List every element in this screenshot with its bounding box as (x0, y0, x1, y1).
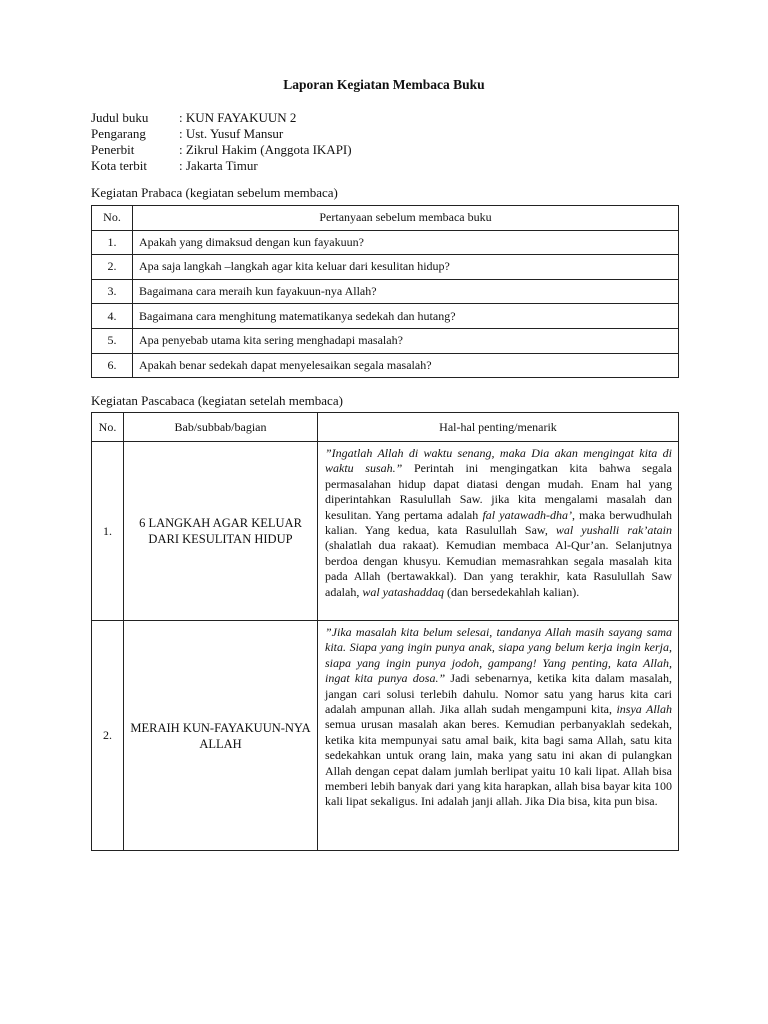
arabic-term: insya Allah (616, 702, 672, 717)
highlight-text: Perintah ini mengingatkan kita bahwa segala permasalahan hidup dapat diatasi dengan mudah. Enam hal yang diperintahkan Rasulullah Saw. jika kita mengalami masalah dan kesulitan. Yang pertama adalah (325, 461, 672, 522)
table-row (92, 279, 679, 304)
highlight-text: (shalatlah dua rakaat). Kemudian membaca Al-Qur’an. Selanjutnya berdoa dengan khusyu. Kemudian memasrahkan segala masalah kita pada Allah (bertawakkal). Dan yang terakhir, kata Rasulullah Saw adalah, (325, 538, 672, 599)
pascabaca-label: Kegiatan Pascabaca (kegiatan setelah membaca) (91, 393, 343, 408)
prabaca-table (91, 205, 679, 378)
row-number: 1. (92, 230, 133, 255)
highlight-text: , maka berwudhulah kalian. Yang kedua, kata Rasulullah Saw, (325, 507, 673, 538)
row-number: 1. (92, 442, 124, 621)
highlight-text: Jadi sebenarnya, ketika kita dalam masalah, jangan cari solusi terlebih dahulu. Nomor satu yang harus kita cari adalah ampunan allah. Jika allah sudah mengampuni kita, (325, 671, 672, 717)
book-info-key: Penerbit (91, 142, 135, 157)
book-info-key: Judul buku (91, 110, 149, 125)
row-highlights (318, 621, 679, 851)
header-highlights: Hal-hal penting/menarik (318, 413, 679, 442)
row-chapter: MERAIH KUN-FAYAKUUN-NYA ALLAH (124, 621, 318, 851)
table-row (92, 304, 679, 329)
quote-italic: ”Jika masalah kita belum selesai, tandanya Allah masih sayang sama kita. Siapa yang ingin punya anak, siapa yang belum kerja ingin kerja, siapa yang ingin punya jodoh, gampang! Yang penting, kata Allah, ingat kita punya dosa.” (325, 625, 672, 686)
table-row (92, 328, 679, 353)
book-info-key: Kota terbit (91, 158, 147, 173)
arabic-term: wal yushalli rak’atain (555, 523, 672, 538)
pascabaca-table (91, 412, 679, 851)
page-title: Laporan Kegiatan Membaca Buku (283, 77, 485, 92)
quote-italic: ”Ingatlah Allah di waktu senang, maka Dia akan mengingat kita di waktu susah.” (325, 446, 672, 476)
row-question: Bagaimana cara meraih kun fayakuun-nya Allah? (133, 279, 679, 304)
header-question: Pertanyaan sebelum membaca buku (133, 206, 679, 231)
book-info-key: Pengarang (91, 126, 146, 141)
highlight-text: semua urusan masalah akan beres. Kemudian perbanyaklah sedekah, ketika kita mempunyai satu amal baik, kita bagi sama Allah, satu kita sedekahkan untuk orang lain, maka yang satu ini akan di pulangkan Allah dengan cepat dalam jumlah berlipat yaitu 10 kali lipat. Allah bisa memberi lebih banyak dari yang kita harapkan, allah bisa bayar kita 100 kali lipat sekaligus. Ini adalah janji allah. Jika Dia bisa, kita pun bisa. (325, 717, 672, 809)
prabaca-header-row (92, 206, 679, 231)
row-question: Apa saja langkah –langkah agar kita keluar dari kesulitan hidup? (133, 255, 679, 280)
row-highlights (318, 442, 679, 621)
book-info-row-publisher (91, 142, 352, 158)
table-row (92, 621, 679, 851)
book-info-value: : KUN FAYAKUUN 2 (179, 110, 297, 125)
row-number: 2. (92, 621, 124, 851)
header-no: No. (92, 206, 133, 231)
book-info-value: : Jakarta Timur (179, 158, 258, 173)
row-number: 2. (92, 255, 133, 280)
row-number: 3. (92, 279, 133, 304)
table-row (92, 255, 679, 280)
pascabaca-header-row (92, 413, 679, 442)
table-row (92, 442, 679, 621)
row-question: Apakah benar sedekah dapat menyelesaikan segala masalah? (133, 353, 679, 378)
arabic-term: wal yatashaddaq (362, 584, 444, 599)
book-info-value: : Zikrul Hakim (Anggota IKAPI) (179, 142, 352, 157)
highlight-text: (dan bersedekahlah kalian). (443, 584, 580, 599)
header-chapter: Bab/subbab/bagian (124, 413, 318, 442)
row-chapter: 6 LANGKAH AGAR KELUAR DARI KESULITAN HIDUP (124, 442, 318, 621)
header-no: No. (92, 413, 124, 442)
prabaca-label: Kegiatan Prabaca (kegiatan sebelum membaca) (91, 185, 338, 200)
book-info-value: : Ust. Yusuf Mansur (179, 126, 284, 141)
table-row (92, 353, 679, 378)
row-question: Bagaimana cara menghitung matematikanya sedekah dan hutang? (133, 304, 679, 329)
table-row (92, 230, 679, 255)
row-number: 4. (92, 304, 133, 329)
book-info-row-title (91, 110, 352, 126)
book-info-row-city (91, 158, 352, 174)
row-number: 6. (92, 353, 133, 378)
arabic-term: fal yatawadh-dha’ (482, 507, 572, 522)
book-info (91, 110, 352, 174)
row-number: 5. (92, 328, 133, 353)
book-info-row-author (91, 126, 352, 142)
row-question: Apakah yang dimaksud dengan kun fayakuun? (133, 230, 679, 255)
row-question: Apa penyebab utama kita sering menghadapi masalah? (133, 328, 679, 353)
